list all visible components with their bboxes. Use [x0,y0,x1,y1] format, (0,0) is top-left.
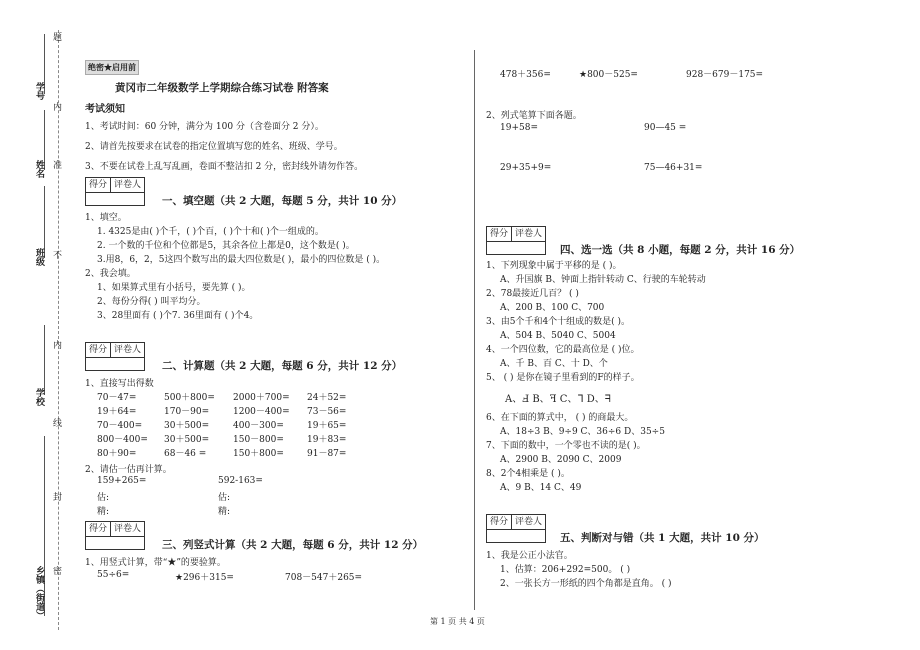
reviewer-label: 评卷人 [114,180,142,190]
sec3-q2: 2、列式笔算下面各题。 [486,111,582,121]
score-box-3-blank [85,536,145,550]
sec4-line: A、Ⅎ B、ꟻ C、ᒣ D、ᖷ [505,394,611,405]
section-3-title: 三、列竖式计算（共 2 大题，每题 6 分，共计 12 分） [162,539,424,551]
est-expr-2: 592-163= [218,476,263,486]
sec4-line: 7、下面的数中，一个零也不读的是( )。 [486,441,646,451]
sec4-line: 3、由5个千和4个十组成的数是( )。 [486,317,631,327]
vertical-calc-5: ★800－525= [579,70,638,80]
calc-cell: 150－800= [233,435,284,445]
vertical-calc-3: 708－547＋265= [285,573,363,583]
vertical-calc-6: 928－679－175= [686,70,764,80]
sec3-q1: 1、用竖式计算，带“★”的要验算。 [85,558,226,568]
sec4-line: 6、在下面的算式中， ( ) 的商最大。 [486,413,634,423]
reviewer-label: 评卷人 [515,517,543,527]
student-no-label: 学号 [34,82,44,100]
score-label: 得分 [86,178,111,192]
section-2-title: 二、计算题（共 2 大题，每题 6 分，共计 12 分） [162,360,403,372]
sec4-line: A、200 B、100 C、700 [500,303,605,313]
sec4-line: A、18÷3 B、9÷9 C、36÷6 D、35÷5 [500,427,665,437]
sec1-line-2: 1. 4325是由( )个千，( )个百，( )个十和( )个一组成的。 [97,227,324,237]
binding-mark-top: 题 [51,32,61,41]
vertical-calc-4: 478＋356= [500,70,551,80]
sec1-line-7: 2、每份分得( ) 叫平均分。 [97,297,206,307]
sec4-line: A、9 B、14 C、49 [500,483,582,493]
score-box-4 [486,226,546,242]
calc-cell: 70－47= [97,393,137,403]
calc-cell: 68－46 = [164,449,207,459]
secret-badge: 绝密★启用前 [85,60,139,75]
calc-cell: 19＋83= [307,435,347,445]
sec4-line: 2、78最接近几百？ ( ) [486,289,579,299]
score-box-2 [85,342,145,358]
sec5-line: 2、一张长方一形纸的四个角都是直角。 ( ) [500,579,672,589]
sec1-line-1: 1、填空。 [85,213,127,223]
page-title: 黄冈市二年级数学上学期综合练习试卷 附答案 [115,82,329,94]
calc-cell: 1200－400= [233,407,290,417]
score-box-1-blank [85,192,145,206]
calc-cell: 91－87= [307,449,347,459]
score-box-5 [486,514,546,530]
calc-cell: 19＋64= [97,407,137,417]
written-calc-3: 29+35+9= [500,163,552,173]
calc-cell: 170－90= [164,407,210,417]
sec4-line: 1、下列现象中属于平移的是 ( )。 [486,261,622,271]
binding-mi: 内 [51,102,61,111]
calc-cell: 30＋500= [164,421,210,431]
est-expr-1: 159+265= [97,476,147,486]
binding-bu: 不 [51,250,61,259]
sec2-q2: 2、请估一估再计算。 [85,465,172,475]
sec5-line: 1、估算：206+292=500。 ( ) [500,565,631,575]
score-label: 得分 [487,515,512,529]
score-box-5-blank [486,529,546,543]
binding-dashed-line [58,30,59,630]
notice-item-2: 2、请首先按要求在试卷的指定位置填写您的姓名、班级、学号。 [85,142,343,152]
sec2-q1: 1、直接写出得数 [85,379,154,389]
est-label-1: 估: [97,493,110,503]
sec4-line: 4、一个四位数，它的最高位是 ( )位。 [486,345,640,355]
column-divider [474,50,475,610]
school-line [44,325,45,395]
calc-cell: 2000＋700= [233,393,290,403]
sec1-line-5: 2、我会填。 [85,269,136,279]
calc-cell: 800－400= [97,435,148,445]
town-label: 乡镇（街道） [34,566,44,620]
score-box-1 [85,177,145,193]
sec4-line: A、升国旗 B、钟面上指针转动 C、行驶的车轮转动 [500,275,706,285]
sec5-line: 1、我是公正小法官。 [486,551,573,561]
written-calc-1: 19+58= [500,123,538,133]
sec4-line: A、504 B、5040 C、5004 [500,331,616,341]
calc-cell: 30＋500= [164,435,210,445]
notice-item-3: 3、不要在试卷上乱写乱画，卷面不整洁扣 2 分，密封线外请勿作答。 [85,162,364,172]
sec1-line-8: 3、28里面有 ( )个7. 36里面有 ( )个4。 [97,311,259,321]
sec1-line-3: 2. 一个数的千位和个位都是5，其余各位上都是0，这个数是( )。 [97,241,355,251]
sec4-line: 5、 ( ) 是你在镜子里看到的F的样子。 [486,373,640,383]
reviewer-label: 评卷人 [114,345,142,355]
notice-title: 考试须知 [85,104,125,115]
name-label: 姓名 [34,160,44,178]
score-label: 得分 [86,343,111,357]
est-label-2: 估: [218,493,231,503]
section-5-title: 五、判断对与错（共 1 大题，共计 10 分） [560,532,765,544]
calc-cell: 80＋90= [97,449,137,459]
section-1-title: 一、填空题（共 2 大题，每题 5 分，共计 10 分） [162,195,403,207]
calc-cell: 73－56= [307,407,347,417]
calc-cell: 70－400= [97,421,143,431]
written-calc-2: 90—45 = [644,123,687,133]
score-box-2-blank [85,357,145,371]
score-box-4-blank [486,241,546,255]
calc-cell: 500＋800= [164,393,215,403]
page-footer: 第 1 页 共 4 页 [430,617,485,626]
sec4-line: A、2900 B、2090 C、2009 [500,455,622,465]
sec4-line: A、千 B、百 C、十 D、个 [500,359,608,369]
calc-cell: 19＋65= [307,421,347,431]
binding-mi-bottom: 密 [51,566,61,575]
sec1-line-4: 3.用8，6，2，5这四个数写出的最大四位数是( )，最小的四位数是 ( )。 [97,255,386,265]
calc-cell: 24＋52= [307,393,347,403]
vertical-calc-2: ★296＋315= [175,573,234,583]
binding-feng: 封 [51,492,61,501]
score-label: 得分 [487,227,512,241]
calc-cell: 150＋800= [233,449,284,459]
notice-item-1: 1、考试时间：60 分钟，满分为 100 分（含卷面分 2 分）。 [85,122,324,132]
sec1-line-6: 1、如果算式里有小括号，要先算 ( )。 [97,283,251,293]
section-4-title: 四、选一选（共 8 小题，每题 2 分，共计 16 分） [560,244,801,256]
reviewer-label: 评卷人 [114,524,142,534]
exact-label-1: 精: [97,507,110,517]
calc-cell: 400－300= [233,421,284,431]
score-label: 得分 [86,522,111,536]
sec4-line: 8、2个4相乘是 ( )。 [486,469,570,479]
vertical-calc-1: 55÷6= [97,570,130,580]
exact-label-2: 精: [218,507,231,517]
school-label: 学校 [34,388,44,406]
score-box-3 [85,521,145,537]
town-line-upper [44,436,45,526]
written-calc-4: 75—46+31= [644,163,703,173]
class-label: 班级 [34,248,44,266]
binding-zhun: 准 [51,160,61,169]
binding-nei: 内 [51,340,61,349]
binding-xian: 线 [51,418,61,427]
reviewer-label: 评卷人 [515,229,543,239]
